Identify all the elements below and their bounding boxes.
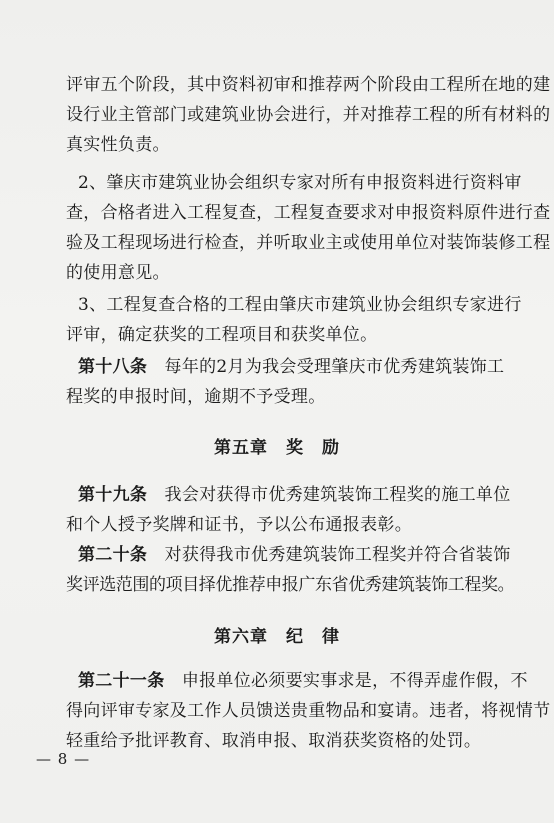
text-line: 的使用意见。 xyxy=(66,263,170,283)
article-19 xyxy=(66,480,516,540)
article-20 xyxy=(66,540,516,600)
text-line: 每年的2月为我会受理肇庆市优秀建筑装饰工 xyxy=(164,357,505,377)
text-line: 程奖的申报时间，逾期不予受理。 xyxy=(66,387,326,407)
text-line: 3、工程复查合格的工程由肇庆市建筑业协会组织专家进行 xyxy=(78,295,522,315)
text-line: 验及工程现场进行检查，并听取业主或使用单位对装饰装修工程 xyxy=(66,233,551,253)
paragraph-item-3 xyxy=(66,290,522,350)
article-18 xyxy=(66,352,516,412)
text-line: 我会对获得市优秀建筑装饰工程奖的施工单位 xyxy=(164,485,511,505)
text-line: 2、肇庆市建筑业协会组织专家对所有申报资料进行资料审 xyxy=(78,173,522,193)
article-21 xyxy=(66,666,551,756)
text-line: 评审，确定获奖的工程项目和获奖单位。 xyxy=(66,325,378,345)
chapter-5-heading: 第五章 奖 励 xyxy=(214,438,340,458)
article-label: 第十八条 xyxy=(78,357,148,377)
text-line: 对获得我市优秀建筑装饰工程奖并符合省装饰 xyxy=(164,545,511,565)
paragraph-evaluation-stages xyxy=(66,70,551,160)
text-line: 申报单位必须要实事求是，不得弄虚作假，不 xyxy=(181,671,528,691)
paragraph-item-2 xyxy=(66,168,551,288)
article-label: 第二十一条 xyxy=(78,671,165,691)
text-line: 奖评选范围的项目择优推荐申报广东省优秀建筑装饰工程奖。 xyxy=(66,575,515,595)
text-line: 和个人授予奖牌和证书，予以公布通报表彰。 xyxy=(66,515,412,535)
text-line: 评审五个阶段，其中资料初审和推荐两个阶段由工程所在地的建 xyxy=(66,75,551,95)
text-line: 轻重给予批评教育、取消申报、取消获奖资格的处罚。 xyxy=(66,731,482,751)
article-label: 第二十条 xyxy=(78,545,148,565)
text-line: 真实性负责。 xyxy=(66,135,170,155)
text-line: 设行业主管部门或建筑业协会进行，并对推荐工程的所有材料的 xyxy=(66,105,551,125)
article-label: 第十九条 xyxy=(78,485,148,505)
text-line: 查，合格者进入工程复查，工程复查要求对申报资料原件进行查 xyxy=(66,203,551,223)
text-line: 得向评审专家及工作人员馈送贵重物品和宴请。违者，将视情节 xyxy=(66,701,551,721)
chapter-6-heading: 第六章 纪 律 xyxy=(214,627,340,647)
page-number: — 8 — xyxy=(36,750,91,768)
